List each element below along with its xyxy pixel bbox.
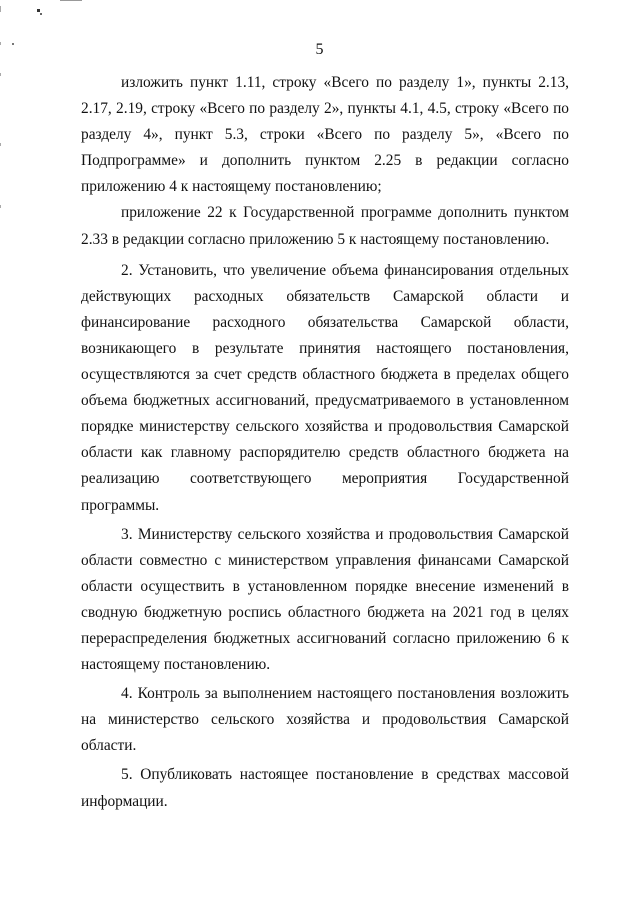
scan-edge-line (60, 0, 82, 1)
paragraph-amend-appendix-4: изложить пункт 1.11, строку «Всего по разделу 1», пункты 2.13, 2.17, 2.19, строку «Всего по разделу 2», пункты 4.1, 4.5, строку «Всего по разделу 4», пункт 5.3, строки «Всего по разделу 5», «Всего по Подпрограмме» и дополнить пунктом 2.25 в редакции согласно приложению 4 к настоящему постановлению; (81, 74, 569, 196)
scan-speck (37, 9, 40, 12)
paragraph-amend-appendix-22: приложение 22 к Государственной программе дополнить пунктом 2.33 в редакции согласно приложению 5 к настоящему постановлению. (81, 204, 569, 248)
scan-speck (40, 13, 42, 15)
page-number: 5 (315, 41, 324, 58)
scan-edge-mark (0, 6, 1, 12)
scan-edge-mark (0, 143, 1, 146)
paragraph-item-4-control: 4. Контроль за выполнением настоящего постановления возложить на министерство сельского хозяйства и продовольствия Самарской области. (81, 685, 569, 755)
scan-edge-mark (0, 73, 1, 76)
paragraph-item-2-financing: 2. Установить, что увеличение объема финансирования отдельных действующих расходных обязательств Самарской области и финансирование расходного обязательства Самарской области, возникающего в результате принятия настоящего постановления, осуществляются за счет средств областного бюджета в пределах общего объема бюджетных ассигнований, предусматриваемого в установленном порядке министерству сельского хозяйства и продовольствия Самарской области как главному распорядителю средств областного бюджета на реализацию соответствующего мероприятия Государственной программы. (81, 261, 569, 514)
paragraph-item-3-budget-changes: 3. Министерству сельского хозяйства и продовольствия Самарской области совместно с министерством управления финансами Самарской области осуществить в установленном порядке внесение изменений в сводную бюджетную роспись областного бюджета на 2021 год в целях перераспределения бюджетных ассигнований согласно приложению 6 к настоящему постановлению. (81, 525, 569, 674)
paragraph-item-5-publication: 5. Опубликовать настоящее постановление в средствах массовой информации. (81, 766, 569, 810)
document-body (81, 70, 569, 815)
scan-edge-mark (0, 205, 1, 208)
